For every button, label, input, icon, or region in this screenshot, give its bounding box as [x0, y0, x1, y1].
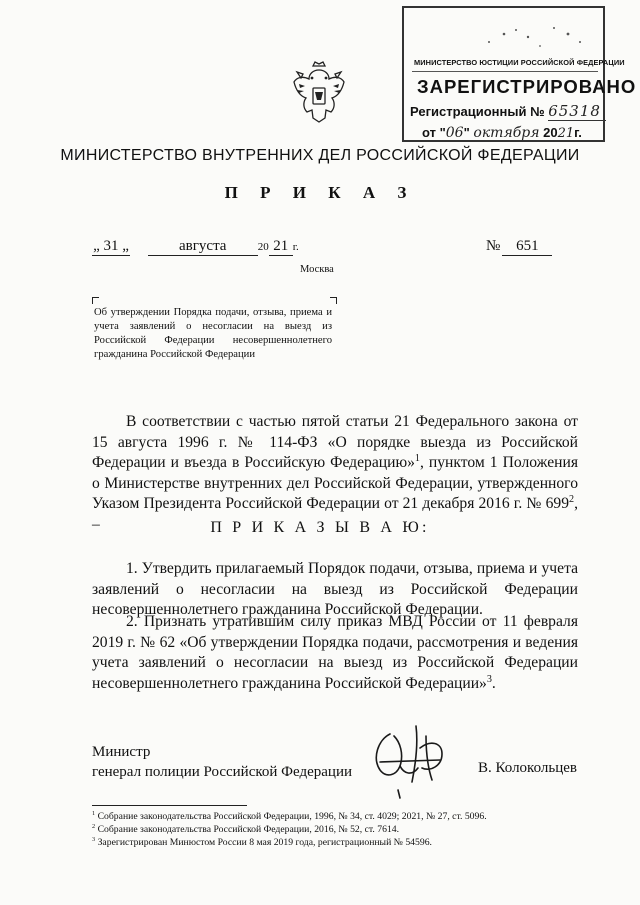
- footnote-ref-3: 3: [486, 673, 492, 685]
- stamp-ministry: МИНИСТЕРСТВО ЮСТИЦИИ РОССИЙСКОЙ ФЕДЕРАЦИИ: [414, 58, 625, 67]
- order-item-2: [92, 612, 578, 694]
- stamp-date-month: октября: [473, 125, 540, 141]
- quote-open: „: [93, 238, 100, 254]
- stamp-emblem-icon: [444, 12, 594, 52]
- stamp-date-sep: ": [463, 125, 470, 140]
- stamp-date-suffix: г.: [574, 125, 582, 140]
- order-number: [486, 238, 552, 256]
- order-item-2-text: 2. Признать утратившим силу приказ МВД России от 11 февраля 2019 г. № 62 «Об утверждении Порядка подачи, рассмотрения и ведения учета заявлений о несогласии на выезд из Российской Федерации несовершеннолетнего гражданина Российской Федерации»: [92, 613, 578, 692]
- stamp-reg-number: 65318: [548, 102, 606, 121]
- footnote-ref-1: 1: [414, 452, 420, 464]
- directive-heading: П Р И К А З Ы В А Ю:: [210, 519, 430, 536]
- coat-of-arms-icon: [291, 60, 347, 126]
- footnote-3: [92, 836, 487, 849]
- footnote-divider: [92, 805, 247, 806]
- order-year: 21: [269, 238, 293, 256]
- order-year-prefix: 20: [257, 241, 269, 253]
- signatory-block: [92, 742, 352, 782]
- stamp-registration: [410, 102, 606, 121]
- order-item-2-end: .: [491, 674, 496, 692]
- order-day: 31: [103, 238, 119, 254]
- city: Москва: [300, 264, 334, 275]
- order-day-field: [92, 238, 130, 256]
- quote-close: „: [122, 238, 129, 254]
- preamble-text-3: , –: [92, 495, 578, 533]
- registration-stamp: [402, 6, 637, 142]
- order-subject: Об утверждении Порядка подачи, отзыва, приема и учета заявлений о несогласии на выезд из Российской Федерации несовершеннолетнего гражданина Российской Федерации: [94, 307, 332, 360]
- order-month: августа: [148, 238, 258, 256]
- signatory-rank: генерал полиции Российской Федерации: [92, 764, 353, 780]
- ministry-name: МИНИСТЕРСТВО ВНУТРЕННИХ ДЕЛ РОССИЙСКОЙ ФЕДЕРАЦИИ: [60, 147, 580, 164]
- stamp-date-day: 06: [445, 125, 464, 141]
- preamble-text-2: , пунктом 1 Положения о Министерстве внутренних дел Российской Федерации, утвержденного Указом Президента Российской Федерации от 21 декабря 2016 г. № 699: [92, 454, 578, 512]
- order-number-label: №: [486, 238, 501, 254]
- footnote-ref-2: 2: [569, 493, 575, 505]
- footnote-text-2: Собрание законодательства Российской Федерации, 2016, № 52, ст. 7614.: [95, 824, 400, 835]
- footnote-text-3: Зарегистрирован Минюстом России 8 мая 2019 года, регистрационный № 54596.: [95, 837, 432, 848]
- document-type: П Р И К А З: [224, 183, 416, 202]
- stamp-date-year-prefix: 20: [543, 125, 558, 140]
- stamp-date-prefix: от ": [422, 125, 446, 140]
- stamp-date-year: 21: [557, 126, 575, 141]
- signatory-title: Министр: [92, 744, 151, 760]
- footnote-mark-1: 1: [92, 809, 96, 817]
- footnote-mark-3: 3: [92, 835, 96, 843]
- stamp-date: [422, 125, 582, 141]
- order-date: [92, 238, 299, 256]
- footnote-mark-2: 2: [92, 822, 96, 830]
- signatory-name: В. Колокольцев: [478, 760, 577, 776]
- stamp-divider: [412, 71, 598, 72]
- footnotes: [92, 810, 487, 849]
- order-number-value: 651: [502, 238, 552, 256]
- stamp-title: ЗАРЕГИСТРИРОВАНО: [417, 76, 637, 97]
- preamble-text: В соответствии с частью пятой статьи 21 Федерального закона от 15 августа 1996 г. № 114-ФЗ «О порядке выезда из Российской Федерации и въезда в Российскую Федерацию»: [92, 413, 578, 471]
- footnote-text-1: Собрание законодательства Российской Федерации, 1996, № 34, ст. 4029; 2021, № 27, ст. 5096.: [95, 811, 487, 822]
- stamp-reg-label: Регистрационный №: [410, 104, 545, 119]
- order-item-1: 1. Утвердить прилагаемый Порядок подачи, отзыва, приема и учета заявлений о несогласии на выезд из Российской Федерации несовершеннолетнего гражданина Российской Федерации.: [92, 560, 578, 618]
- footnote-2: [92, 823, 487, 836]
- order-year-suffix: г.: [292, 241, 299, 253]
- preamble: [92, 412, 578, 535]
- footnote-1: [92, 810, 487, 823]
- handwritten-signature-icon: [360, 718, 468, 802]
